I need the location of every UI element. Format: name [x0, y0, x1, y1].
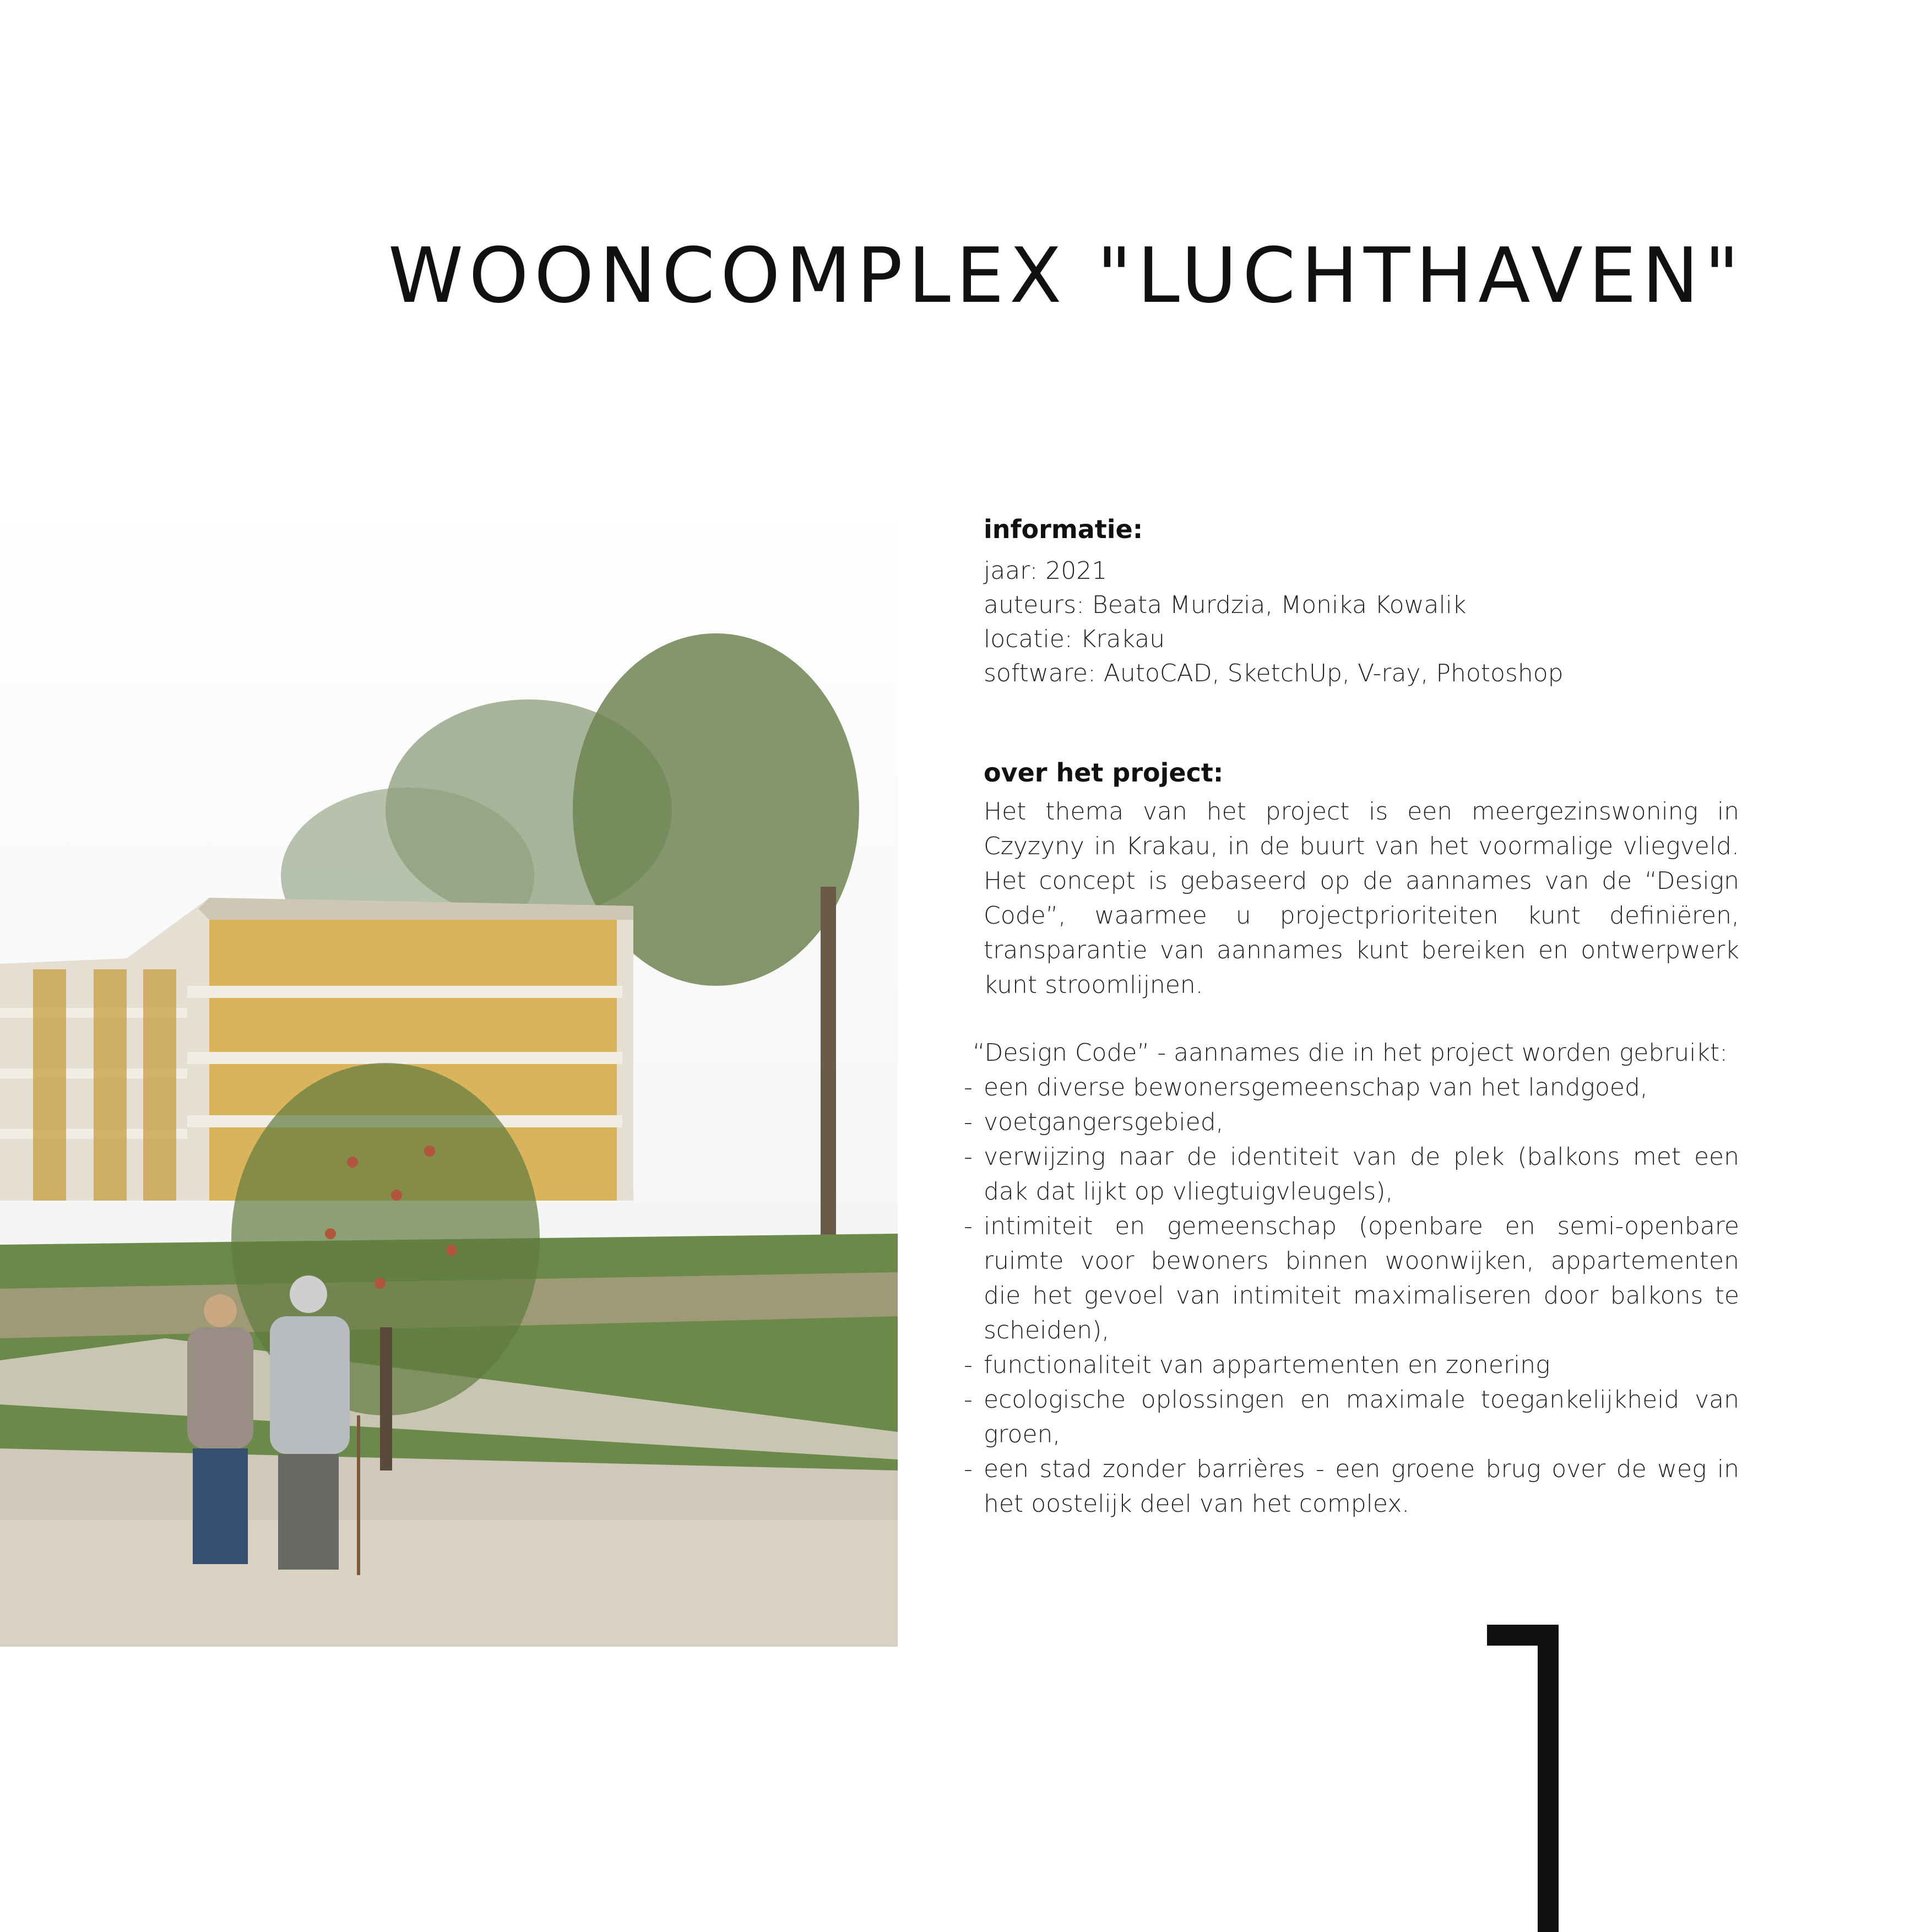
page-title: WOONCOMPLEX "LUCHTHAVEN" [388, 231, 1745, 321]
list-item: - een stad zonder barrières - een groene brug over de weg in het oostelijk deel van het complex. [964, 1455, 1739, 1518]
info-location: locatie: Krakau [984, 625, 1165, 654]
about-paragraph: Het thema van het project is een meergezinswoning in Czyzyny in Krakau, in de buurt van het voormalige vliegveld. Het concept is gebaseerd op de aannames van de “Design Code”, waarmee u projectprioriteiten kunt definiëren, transparantie van aannames kunt bereiken en ontwerpwerk kunt stroomlijnen. [984, 797, 1739, 1000]
info-software: software: AutoCAD, SketchUp, V-ray, Photoshop [984, 659, 1564, 688]
info-year: jaar: 2021 [984, 557, 1108, 585]
design-code-intro: “Design Code” - aannames die in het project worden gebruikt: [973, 1039, 1728, 1067]
page-number [1476, 1614, 1564, 1932]
about-heading: over het project: [984, 758, 1224, 788]
apple-tree-trunk [380, 1327, 392, 1470]
list-item: - functionaliteit van appartementen en zonering [964, 1351, 1550, 1380]
info-authors: auteurs: Beata Murdzia, Monika Kowalik [984, 591, 1467, 620]
boardwalk [0, 1520, 898, 1647]
architectural-render [0, 501, 898, 1647]
list-item: - intimiteit en gemeenschap (openbare en semi-openbare ruimte voor bewoners binnen woonwijken, appartementen die het gevoel van intimiteit maximaliseren door balkons te scheiden), [964, 1212, 1739, 1345]
render-illustration [0, 501, 898, 1647]
design-code-list [964, 1070, 1739, 1521]
list-item: - ecologische oplossingen en maximale toegankelijkheid van groen, [964, 1386, 1739, 1449]
informatie-heading: informatie: [984, 514, 1143, 544]
list-item: - een diverse bewonersgemeenschap van het landgoed, [964, 1073, 1648, 1102]
text-column [964, 512, 1739, 1521]
list-item: - voetgangersgebied, [964, 1108, 1224, 1137]
list-item: - verwijzing naar de identiteit van de plek (balkons met een dak dat lijkt op vliegtuigvleugels), [964, 1143, 1739, 1206]
